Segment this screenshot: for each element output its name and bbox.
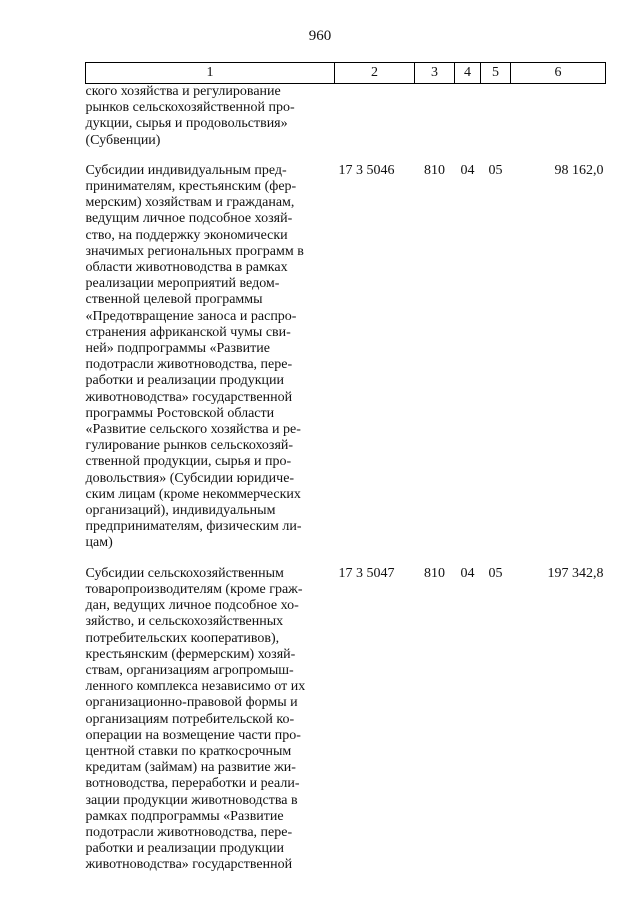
text-line: работки и реализации продукции	[85, 373, 284, 389]
text-line: ским лицам (кроме некоммерческих	[85, 486, 301, 502]
text-line: области животноводства в рамках	[85, 260, 288, 276]
table-row	[86, 163, 606, 552]
column-header: 4	[455, 63, 481, 84]
text-line: ственной целевой программы	[85, 292, 263, 308]
row-description	[86, 566, 335, 874]
column-header: 1	[86, 63, 335, 84]
text-line: принимателям, крестьянским (фер-	[85, 179, 297, 195]
section	[455, 84, 481, 149]
subsection	[481, 84, 511, 149]
text-line: животноводства» государственной	[85, 389, 293, 405]
text-line: ственной продукции, сырья и про-	[85, 454, 292, 470]
row-description	[86, 163, 335, 552]
text-line: ней» подпрограммы «Развитие	[85, 341, 270, 357]
subsection: 05	[488, 162, 503, 178]
text-line: значимых региональных программ в	[85, 243, 304, 259]
amount	[511, 84, 606, 149]
column-header: 2	[335, 63, 415, 84]
text-line: рынков сельскохозяйственной про-	[85, 100, 295, 116]
target-code	[335, 84, 415, 149]
text-line: ского хозяйства и регулирование	[85, 84, 281, 99]
text-line: организаций), индивидуальным	[85, 503, 276, 519]
text-line: организационно-правовой формы и	[85, 695, 298, 711]
target-code: 17 3 5047	[338, 565, 395, 581]
budget-table	[85, 62, 606, 874]
row-spacer	[86, 552, 606, 566]
text-line: ленного комплекса независимо от их	[85, 679, 306, 695]
text-line: «Развитие сельского хозяйства и ре-	[85, 422, 301, 438]
text-line: товаропроизводителям (кроме граж-	[85, 581, 303, 597]
text-line: предпринимателям, физическим ли-	[85, 519, 302, 535]
text-line: кредитам (займам) на развитие жи-	[85, 760, 296, 776]
text-line: зяйство, и сельскохозяйственных	[85, 614, 284, 630]
text-line: Субсидии индивидуальным пред-	[85, 162, 287, 178]
table-row	[86, 566, 606, 874]
text-line: ведущим личное подсобное хозяй-	[85, 211, 293, 227]
text-line: рамках подпрограммы «Развитие	[85, 808, 284, 824]
text-line: мерским) хозяйствам и гражданам,	[85, 195, 295, 211]
text-line: операции на возмещение части про-	[85, 727, 301, 743]
text-line: довольствия» (Субсидии юридиче-	[85, 470, 295, 486]
text-line: ство, на поддержку экономически	[85, 227, 288, 243]
text-line: программы Ростовской области	[85, 405, 275, 421]
table-row	[86, 84, 606, 149]
text-line: животноводства» государственной	[85, 857, 293, 873]
text-line: гулирование рынков сельскохозяй-	[85, 438, 294, 454]
section: 04	[460, 162, 475, 178]
column-header: 5	[481, 63, 511, 84]
expense-type	[415, 84, 455, 149]
text-line: цам)	[85, 535, 113, 551]
text-line: дан, ведущих личное подсобное хо-	[85, 598, 299, 614]
column-header: 3	[415, 63, 455, 84]
text-line: подотрасли животноводства, пере-	[85, 357, 293, 373]
text-line: странения африканской чумы сви-	[85, 324, 291, 340]
page-number: 960	[308, 28, 332, 44]
table-header-row	[86, 63, 606, 84]
text-line: зации продукции животноводства в	[85, 792, 298, 808]
text-line: потребительских кооперативов),	[85, 630, 280, 646]
text-line: крестьянским (фермерским) хозяй-	[85, 646, 296, 662]
target-code: 17 3 5046	[338, 162, 395, 178]
subsection: 05	[488, 565, 503, 581]
row-spacer	[86, 149, 606, 163]
row-description	[86, 84, 335, 149]
expense-type: 810	[424, 565, 445, 581]
text-line: организациям потребительской ко-	[85, 711, 295, 727]
expense-type: 810	[424, 162, 445, 178]
text-line: дукции, сырья и продовольствия»	[85, 116, 288, 132]
column-header: 6	[511, 63, 606, 84]
text-line: подотрасли животноводства, пере-	[85, 824, 293, 840]
text-line: «Предотвращение заноса и распро-	[85, 308, 297, 324]
amount: 98 162,0	[554, 162, 604, 178]
text-line: Субсидии сельскохозяйственным	[85, 565, 284, 581]
text-line: вотноводства, переработки и реали-	[85, 776, 300, 792]
text-line: реализации мероприятий ведом-	[85, 276, 280, 292]
text-line: ствам, организациям агропромыш-	[85, 662, 294, 678]
amount: 197 342,8	[547, 565, 604, 581]
text-line: центной ставки по краткосрочным	[85, 743, 292, 759]
text-line: работки и реализации продукции	[85, 841, 284, 857]
text-line: (Субвенции)	[85, 132, 161, 148]
section: 04	[460, 565, 475, 581]
